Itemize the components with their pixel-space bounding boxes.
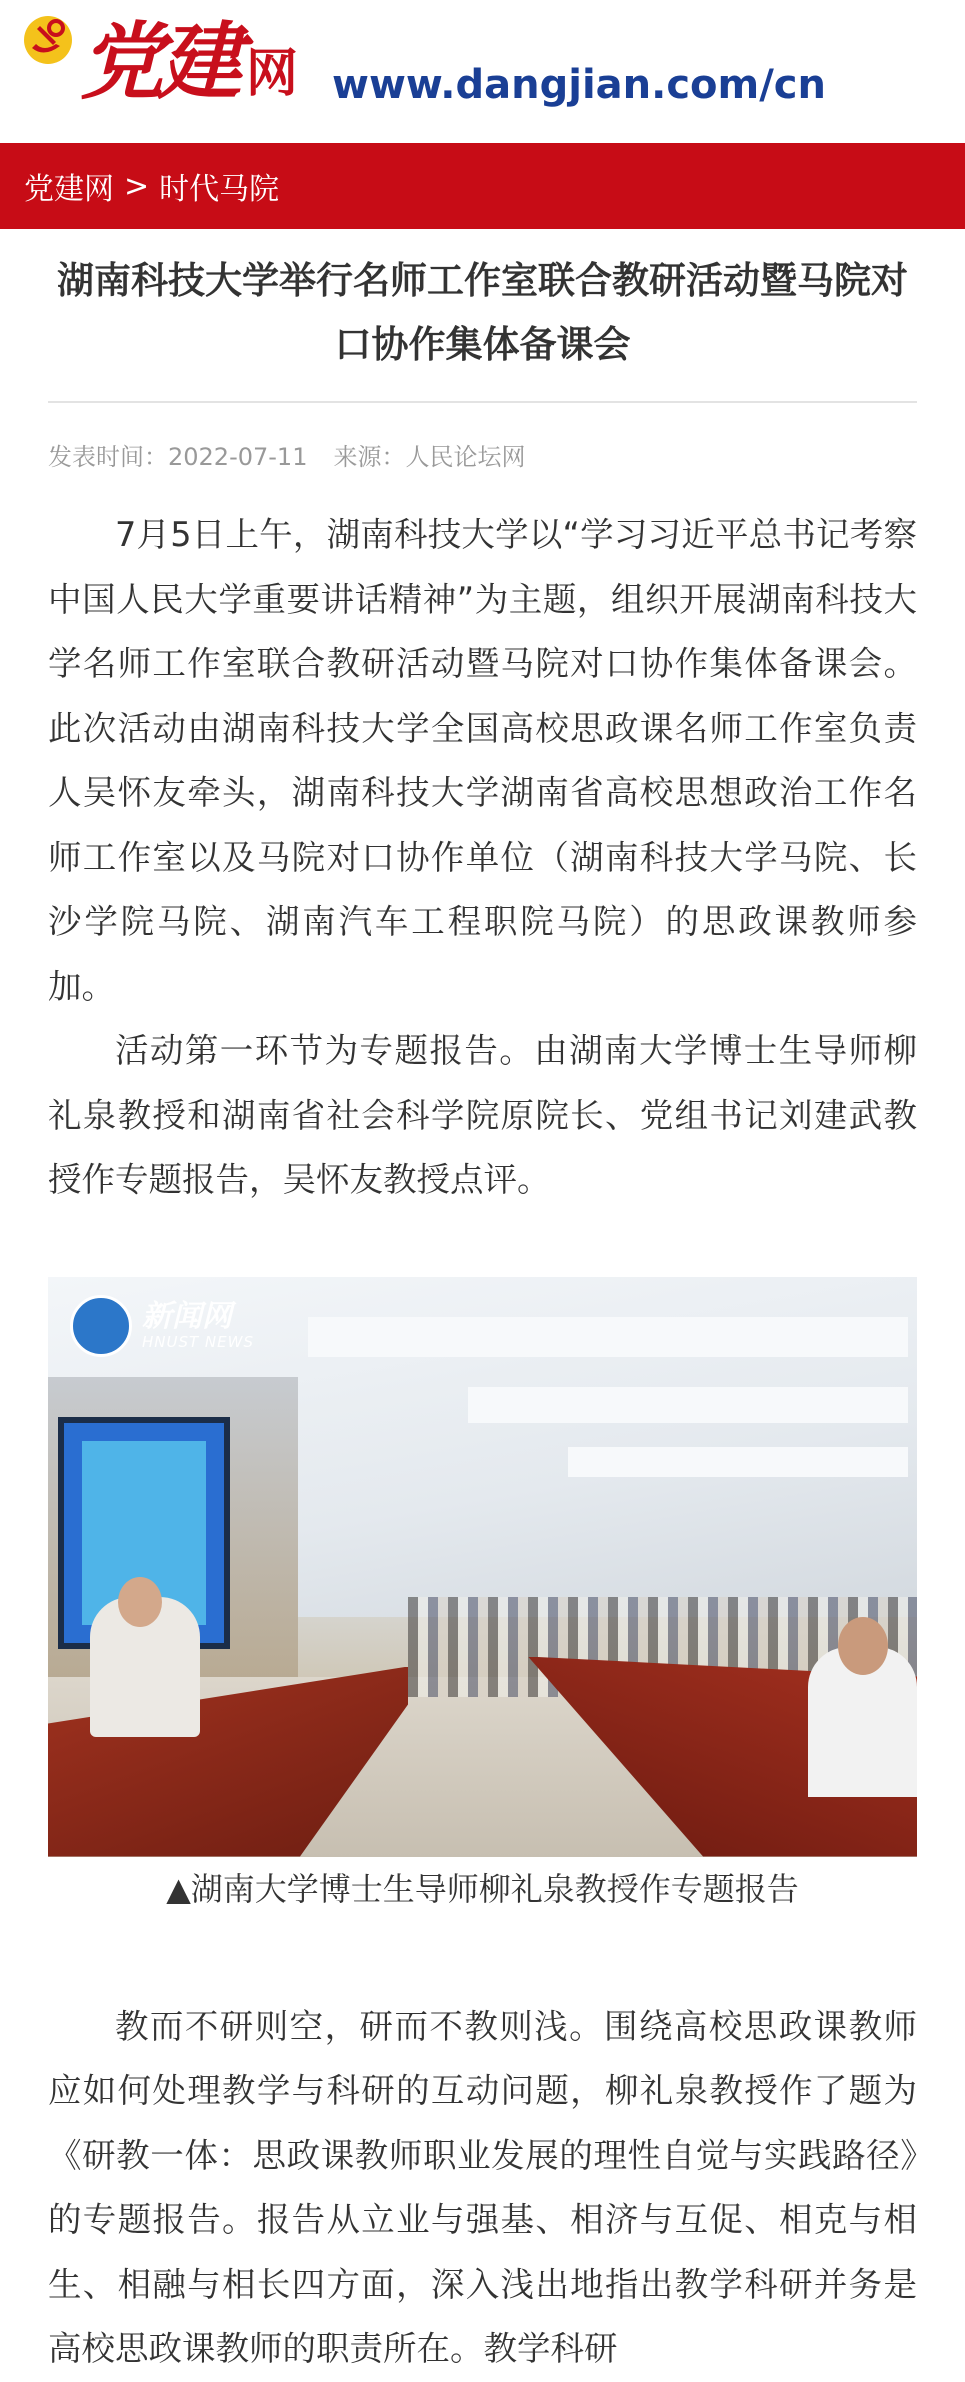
article-header <box>0 229 965 469</box>
photo-caption: ▲湖南大学博士生导师柳礼泉教授作专题报告 <box>166 1869 799 1908</box>
site-header <box>0 0 965 143</box>
title-divider <box>48 401 917 403</box>
article-body-continued <box>0 1911 965 2382</box>
photo-ceiling-beam <box>468 1387 908 1423</box>
article-body <box>0 469 965 1911</box>
photo-ceiling-beam <box>568 1447 908 1477</box>
photo-ceiling-beam <box>308 1317 908 1357</box>
article-paragraph-2: 活动第一环节为专题报告。由湖南大学博士生导师柳礼泉教授和湖南省社会科学院原院长、党组书记刘建武教授作专题报告，吴怀友教授点评。 <box>48 1031 917 1199</box>
publish-time: 发表时间：2022-07-11 <box>48 443 308 471</box>
article-meta <box>48 437 917 469</box>
site-logo[interactable] <box>80 14 298 122</box>
meeting-photo[interactable] <box>48 1277 917 1857</box>
news-logo-icon <box>70 1295 132 1357</box>
photo-attendee-head <box>838 1617 888 1675</box>
news-watermark <box>70 1295 254 1357</box>
logo-wang-text: 网 <box>246 43 299 104</box>
article-paragraph-3: 教而不研则空，研而不教则浅。围绕高校思政课教师应如何处理教学与科研的互动问题，柳礼泉教授作了题为《研教一体：思政课教师职业发展的理性自觉与实践路径》的专题报告。报告从立业与强基、相济与互促、相克与相生、相融与相长四方面，深入浅出地指出教学科研并务是高校思政课教师的职责所在。教学科研 <box>48 2006 917 2368</box>
article-paragraph-1: 7月5日上午，湖南科技大学以“学习习近平总书记考察中国人民大学重要讲话精神”为主题，组织开展湖南科技大学名师工作室联合教研活动暨马院对口协作集体备课会。此次活动由湖南科技大学全国高校思政课名师工作室负责人吴怀友牵头，湖南科技大学湖南省高校思想政治工作名师工作室以及马院对口协作单位（湖南科技大学马院、长沙学院马院、湖南汽车工程职院马院）的思政课教师参加。 <box>48 515 917 1006</box>
logo-main-text: 党建 <box>80 12 237 111</box>
photo-speaker-head <box>118 1577 162 1627</box>
breadcrumb-section-link[interactable]: 时代马院 <box>159 172 280 207</box>
watermark-main-text: 新闻网 <box>142 1298 232 1334</box>
article-title: 湖南科技大学举行名师工作室联合教研活动暨马院对口协作集体备课会 <box>57 259 908 366</box>
breadcrumb-separator: > <box>124 168 150 204</box>
breadcrumb-home-link[interactable]: 党建网 <box>24 172 114 207</box>
breadcrumb <box>0 143 965 229</box>
site-url[interactable]: www.dangjian.com/cn <box>332 62 826 108</box>
watermark-sub-text: HNUST NEWS <box>142 1332 254 1351</box>
article-figure <box>48 1277 917 1911</box>
party-emblem-icon <box>22 14 74 66</box>
article-source: 来源：人民论坛网 <box>333 443 526 471</box>
